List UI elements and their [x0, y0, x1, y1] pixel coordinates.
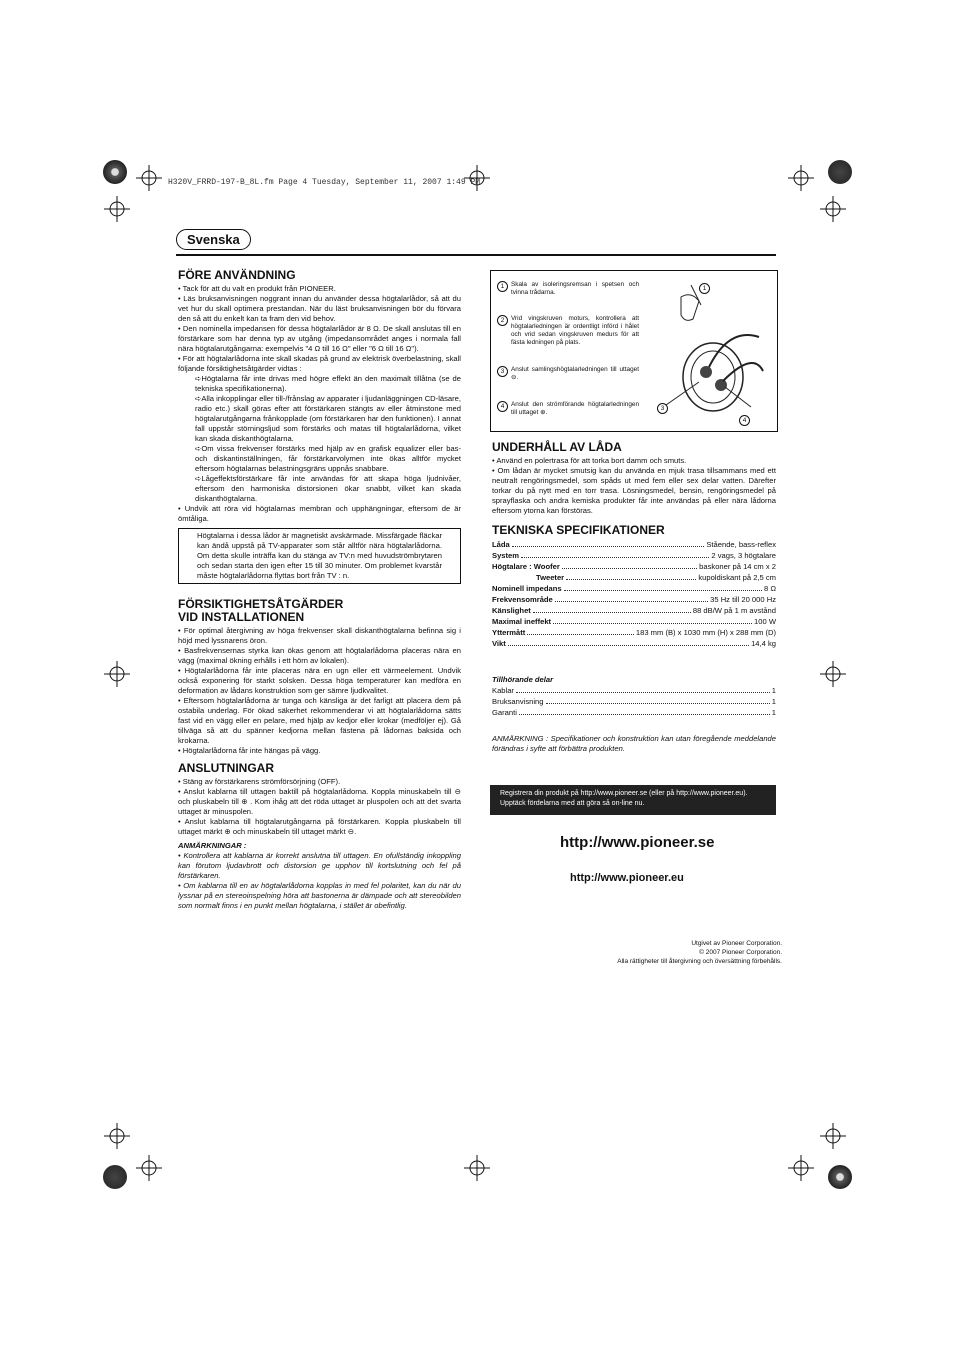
registration-mark-icon: [820, 196, 846, 222]
step-1: [499, 281, 639, 297]
spec-row: [492, 594, 776, 605]
spec-key: Garanti: [492, 708, 517, 717]
sub-bullet: ➪Lågeffektsförstärkare får inte användas för att skapa höga ljudnivåer, eftersom den harmoniska distorsionen ökar snabbt, vilket kan skada diskanthögtalarna.: [195, 474, 461, 503]
publisher-info: [617, 939, 782, 966]
spec-remark: ANMÄRKNING : Specifikationer och konstruktion kan utan föregående meddelande förändras i syfte att förbättra produkten.: [492, 734, 776, 753]
spec-row: [492, 696, 776, 707]
url-se-link[interactable]: http://www.pioneer.se: [560, 834, 715, 851]
spec-value: 2 vags, 3 högtalare: [711, 551, 776, 560]
bullet: • Anslut kablarna till högtalarutgångarna på förstärkaren. Koppla pluskabeln till uttaget märkt ⊕ och minuskabeln till uttaget märkt ⊖.: [178, 817, 461, 836]
spec-value: kupoldiskant på 2,5 cm: [698, 573, 776, 582]
section-title-underhall: UNDERHÅLL AV LÅDA: [492, 440, 622, 454]
leader-dots: [564, 583, 762, 591]
bullet: • Högtalarlådorna får inte hängas på vägg.: [178, 746, 321, 755]
spec-value: baskoner på 14 cm x 2: [699, 562, 776, 571]
callout-number: 3: [657, 403, 668, 414]
bullet: • Högtalarlådorna får inte placeras nära en ugn eller ett värmeelement. Undvik också exponering för starkt solsken. Dessa höga temperaturer kan medföra en deformation av lådans konstruktion som ger sämre ljudkvalitet.: [178, 666, 461, 695]
sub-bullet: ➪Om vissa frekvenser förstärks med hjälp av en grafisk equalizer eller bas- och diskantinställningen, får förstärkarvolymen inte ökas alltför mycket eftersom högtalarnas belastningsgräns uppnås snabbare.: [195, 444, 461, 473]
leader-dots: [562, 561, 697, 569]
step-text: Anslut den strömförande högtalarledningen till uttaget ⊕.: [511, 401, 639, 416]
spec-value: Stående, bass-reflex: [706, 540, 776, 549]
registration-mark-icon: [820, 1123, 846, 1149]
spec-value: 14,4 kg: [751, 639, 776, 648]
sub-bullet: ➪Högtalarna får inte drivas med högre effekt än den maximalt tillåtna (se de tekniska specifikationerna).: [195, 374, 461, 393]
bullet: • För att högtalarlådorna inte skall skadas på grund av elektrisk överbelastning, skall följande försiktighetsåtgärder vidtas :: [178, 354, 461, 373]
leader-dots: [533, 605, 691, 613]
spec-key: Yttermått: [492, 628, 526, 637]
left-column: [178, 269, 461, 911]
step-3: [499, 366, 639, 382]
registration-mark-icon: [136, 1155, 162, 1181]
spec-key: Låda: [492, 540, 510, 549]
registration-mark-icon: [820, 661, 846, 687]
spec-key: Känslighet: [492, 606, 531, 615]
accessories-title: Tillhörande delar: [492, 675, 554, 684]
bullet: • Den nominella impedansen för dessa högtalarlådor är 8 Ω. De skall anslutas till en förstärkare som har denna typ av utgång (impedansområdet anges i normala fall nära högtalarutgångarna: exempelvis "4 Ω till 16 Ω" eller "6 Ω till 16 Ω").: [178, 324, 461, 353]
leader-dots: [519, 707, 770, 715]
spec-key: Bruksanvisning: [492, 697, 544, 706]
bullet: • Anslut kablarna till uttagen baktill på högtalarlådorna. Koppla minuskabeln till ⊖ och pluskabeln till ⊕ . Kom ihåg att det röda uttaget är pluspolen och att det svarta uttaget är minuspolen.: [178, 787, 461, 816]
step-text: Anslut samlingshögtalarledningen till uttaget ⊖.: [511, 366, 639, 381]
spec-key: Tweeter: [536, 573, 565, 582]
step-number: 1: [497, 281, 508, 292]
bullet: • Undvik att röra vid högtalarnas membran och upphängningar, eftersom de är ömtåliga.: [178, 504, 461, 523]
registration-mark-icon: [464, 1155, 490, 1181]
spec-row: [492, 616, 776, 627]
spec-row: [492, 707, 776, 718]
section-subtitle-installation: VID INSTALLATIONEN: [178, 610, 305, 624]
section-title-forsiktighet: FÖRSIKTIGHETSÅTGÄRDER: [178, 597, 344, 611]
spec-value: 1: [771, 686, 776, 695]
spec-value: 100 W: [754, 617, 776, 626]
callout-number: 4: [739, 415, 750, 426]
leader-dots: [546, 696, 770, 704]
callout-number: 1: [699, 283, 710, 294]
bullet: • Basfrekvensernas styrka kan ökas genom att högtalarlådorna placeras nära en vägg (maximal ökning erhålls i ett hörn av lokalen).: [178, 646, 461, 665]
registration-mark-icon: [104, 196, 130, 222]
speaker-terminal-illustration: [651, 277, 773, 427]
step-number: 3: [497, 366, 508, 377]
registration-mark-icon: [104, 1123, 130, 1149]
spec-row: [492, 685, 776, 696]
step-4: [499, 401, 639, 417]
banner-line: Registrera din produkt på http://www.pioneer.se (eller på http://www.pioneer.eu).: [500, 790, 748, 797]
publisher-line: Alla rättigheter till återgivning och översättning förbehålls.: [617, 958, 782, 965]
spec-key: Kablar: [492, 686, 514, 695]
header-rule: [176, 254, 776, 256]
spec-key: Högtalare : Woofer: [492, 562, 560, 571]
color-target-icon: [103, 1165, 127, 1189]
step-number: 2: [497, 315, 508, 326]
step-2: [499, 315, 639, 347]
color-target-icon: [828, 160, 852, 184]
spec-value: 1: [771, 697, 776, 706]
bullet: • Läs bruksanvisningen noggrant innan du använder dessa högtalarlådor, så att du vet hur du skall optimera prestandan. När du läst bruksanvisningen bör du förvara den så att du enkelt kan ta fram den vid behov.: [178, 294, 461, 323]
bullet: • Stäng av förstärkarens strömförsörjning (OFF).: [178, 777, 341, 786]
spec-row: [492, 572, 776, 583]
publisher-line: Utgivet av Pioneer Corporation.: [691, 940, 782, 947]
spec-value: 1: [771, 708, 776, 717]
registration-mark-icon: [788, 1155, 814, 1181]
step-text: Skala av isoleringsremsan i spetsen och tvinna trådarna.: [511, 281, 639, 296]
spec-row: [492, 605, 776, 616]
leader-dots: [527, 627, 634, 635]
note-item: • Kontrollera att kablarna är korrekt anslutna till uttagen. En ofullständig inkoppling kan förutom ljudavbrott och distorsion ge upphov till kortslutning och fel på förstärkaren.: [178, 851, 461, 880]
spec-row: [492, 550, 776, 561]
bullet: • Om lådan är mycket smutsig kan du använda en mjuk trasa tillsammans med ett neutralt rengöringsmedel, som spåds ut med fem eller sex delar vatten. Därefter torkar du på nytt med en torr trasa. Lösningsmedel, bensin, rengöringsmedel på sprayflaska och andra kemiska produkter får inte användas på eller nära lådorna eftersom ytorna kan förstöras.: [492, 466, 776, 515]
wiring-figure: [490, 270, 778, 432]
spec-key: Frekvensområde: [492, 595, 553, 604]
notes-title: ANMÄRKNINGAR :: [178, 841, 247, 850]
url-eu-link[interactable]: http://www.pioneer.eu: [570, 872, 684, 884]
leader-dots: [521, 550, 709, 558]
bullet: • Eftersom högtalarlådorna är tunga och känsliga är det farligt att placera dem på ostabila underlag. För ökad säkerhet rekommenderar vi att högtalarlådorna sätts fast vid en vägg eller en pelare, med hjälp av kedjor eller krokar (medföljer ej). Gå tillväga så att du spänner kedjorna mellan fästena på lådornas baksida och krokarna.: [178, 696, 461, 745]
spec-key: System: [492, 551, 520, 560]
leader-dots: [508, 638, 749, 646]
spec-row: [492, 539, 776, 550]
language-tab: Svenska: [176, 229, 251, 250]
section-title-anslutningar: ANSLUTNINGAR: [178, 761, 274, 775]
file-header: H320V_FRRD-197-B_8L.fm Page 4 Tuesday, September 11, 2007 1:49 PM: [168, 178, 481, 187]
step-number: 4: [497, 401, 508, 412]
banner-line: Upptäck fördelarna med att göra så on-line nu.: [500, 800, 645, 807]
leader-dots: [566, 572, 696, 580]
registration-mark-icon: [104, 661, 130, 687]
spec-key: Nominell impedans: [492, 584, 562, 593]
color-target-icon: [828, 1165, 852, 1189]
spec-value: 35 Hz till 20 000 Hz: [710, 595, 776, 604]
tv-note-box: Högtalarna i dessa lådor är magnetiskt avskärmade. Missfärgade fläckar kan ändå uppstå på TV-apparater som står alltför nära högtalarlådorna. Om detta skulle inträffa kan du stänga av TV:n med huvudströmbrytaren och sedan starta den igen efter 15 till 30 minuter. Om problemet kvarstår måste högtalarlådorna flyttas bort från TV : n.: [178, 528, 461, 584]
note-item: • Om kablarna till en av högtalarlådorna kopplas in med fel polaritet, kan du när du lyssnar på en stereoinspelning höra att bastonerna är dämpade och att stereobilden som normalt finns i en punkt mellan högtalarna, i stället är obefintlig.: [178, 881, 461, 910]
spec-row: [492, 627, 776, 638]
color-target-icon: [103, 160, 127, 184]
registration-mark-icon: [788, 165, 814, 191]
leader-dots: [555, 594, 708, 602]
publisher-line: © 2007 Pioneer Corporation.: [699, 949, 782, 956]
spec-table: [492, 539, 776, 649]
leader-dots: [516, 685, 770, 693]
registration-banner: [490, 785, 776, 815]
section-title-specs: TEKNISKA SPECIFIKATIONER: [492, 523, 665, 537]
spec-row: [492, 583, 776, 594]
right-column: [492, 441, 776, 754]
spec-key: Vikt: [492, 639, 506, 648]
spec-value: 88 dB/W på 1 m avstånd: [692, 606, 776, 615]
bullet: • För optimal återgivning av höga frekvenser skall diskanthögtalarna befinna sig i höjd med lyssnarens öron.: [178, 626, 461, 645]
sub-bullet: ➪Alla inkopplingar eller till-/frånslag av apparater i ljudanläggningen CD-läsare, radio etc.) skall göras efter att förstärkaren stängts av eller åtminstone med högtalarutgångarna frånkopplade (om förstärkaren har den funktionen). I annat fall uppstår störningsljud som förstärks och matas till högtalarlådorna, vilket kan skada diskanthögtalarna.: [195, 394, 461, 443]
step-text: Vrid vingskruven moturs, kontrollera att högtalarledningen är ordentligt införd i hålet och vrid sedan vingskruven medurs för att fästa ledningen på plats.: [511, 315, 639, 346]
accessories-list: [492, 685, 776, 718]
spec-key: Maximal ineffekt: [492, 617, 552, 626]
leader-dots: [553, 616, 752, 624]
spec-value: 183 mm (B) x 1030 mm (H) x 288 mm (D): [635, 628, 776, 637]
section-title-fore: FÖRE ANVÄNDNING: [178, 268, 296, 282]
spec-value: 8 Ω: [763, 584, 776, 593]
bullet: • Tack för att du valt en produkt från PIONEER.: [178, 284, 336, 293]
registration-mark-icon: [136, 165, 162, 191]
spec-row: [492, 638, 776, 649]
bullet: • Använd en polertrasa för att torka bort damm och smuts.: [492, 456, 687, 465]
leader-dots: [512, 539, 705, 547]
spec-row: [492, 561, 776, 572]
